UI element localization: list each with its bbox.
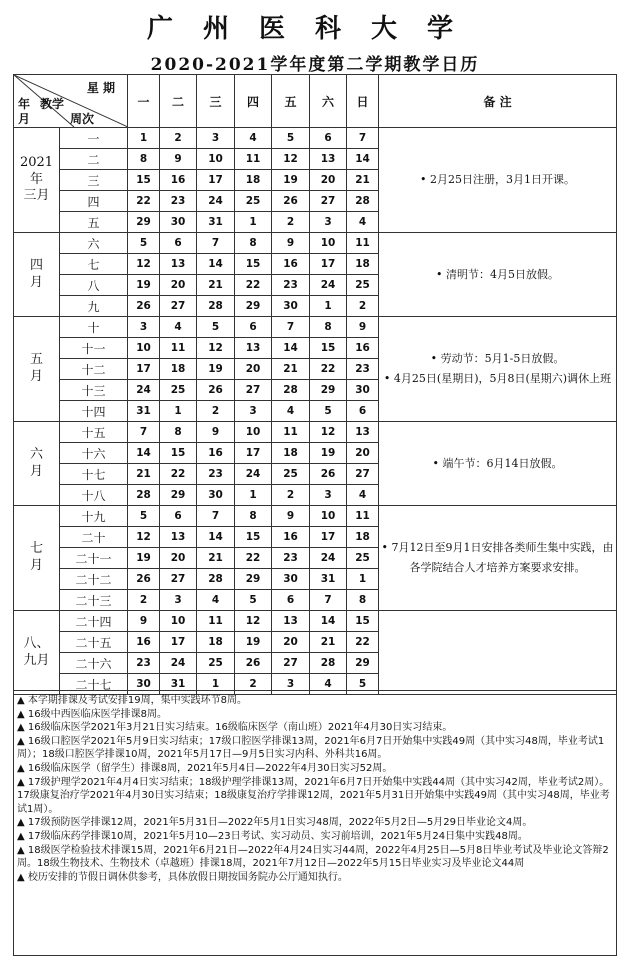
week-number: 二十五 <box>60 632 128 653</box>
date-cell: 5 <box>310 401 347 422</box>
remark-item: • 2月25日注册，3月1日开课。 <box>420 173 575 186</box>
date-cell: 22 <box>235 275 272 296</box>
date-cell: 16 <box>272 527 310 548</box>
date-cell: 2 <box>272 212 310 233</box>
date-cell: 5 <box>128 233 160 254</box>
date-cell: 17 <box>197 170 235 191</box>
date-cell: 15 <box>160 443 197 464</box>
date-cell: 1 <box>235 485 272 506</box>
day-header: 二 <box>160 75 197 128</box>
month-remarks <box>379 128 617 233</box>
date-cell: 24 <box>310 275 347 296</box>
date-cell: 1 <box>310 296 347 317</box>
date-cell: 24 <box>160 653 197 674</box>
week-row <box>14 611 617 632</box>
date-cell: 8 <box>310 317 347 338</box>
date-cell: 14 <box>197 254 235 275</box>
date-cell: 27 <box>347 464 379 485</box>
date-cell: 13 <box>160 254 197 275</box>
date-cell: 15 <box>128 170 160 191</box>
corner-label-week: 星 期 <box>86 81 115 95</box>
date-cell: 8 <box>235 506 272 527</box>
date-cell: 30 <box>347 380 379 401</box>
date-cell: 8 <box>128 149 160 170</box>
date-cell: 2 <box>272 485 310 506</box>
month-remarks <box>379 611 617 695</box>
month-label-line: 三月 <box>23 188 50 204</box>
date-cell: 26 <box>272 191 310 212</box>
date-cell: 31 <box>160 674 197 695</box>
date-cell: 10 <box>310 506 347 527</box>
date-cell: 30 <box>160 212 197 233</box>
date-cell: 28 <box>272 380 310 401</box>
date-cell: 13 <box>347 422 379 443</box>
date-cell: 1 <box>235 212 272 233</box>
date-cell: 12 <box>310 422 347 443</box>
date-cell: 15 <box>235 254 272 275</box>
calendar-table <box>13 74 617 695</box>
date-cell: 2 <box>128 590 160 611</box>
week-number: 一 <box>60 128 128 149</box>
date-cell: 9 <box>128 611 160 632</box>
date-cell: 27 <box>160 569 197 590</box>
date-cell: 3 <box>235 401 272 422</box>
date-cell: 29 <box>347 653 379 674</box>
date-cell: 17 <box>235 443 272 464</box>
date-cell: 10 <box>197 149 235 170</box>
date-cell: 30 <box>197 485 235 506</box>
week-number: 十五 <box>60 422 128 443</box>
date-cell: 11 <box>235 149 272 170</box>
date-cell: 26 <box>197 380 235 401</box>
remark-item: • 清明节：4月5日放假。 <box>436 267 559 281</box>
date-cell: 9 <box>160 149 197 170</box>
date-cell: 15 <box>310 338 347 359</box>
date-cell: 23 <box>128 653 160 674</box>
date-cell: 7 <box>347 128 379 149</box>
date-cell: 2 <box>160 128 197 149</box>
date-cell: 9 <box>347 317 379 338</box>
date-cell: 14 <box>128 443 160 464</box>
date-cell: 12 <box>235 611 272 632</box>
date-cell: 28 <box>197 296 235 317</box>
date-cell: 22 <box>128 191 160 212</box>
week-number: 二十二 <box>60 569 128 590</box>
date-cell: 25 <box>197 653 235 674</box>
date-cell: 11 <box>272 422 310 443</box>
month-label <box>14 128 60 233</box>
calendar-body <box>14 128 617 695</box>
date-cell: 1 <box>347 569 379 590</box>
week-number: 十三 <box>60 380 128 401</box>
week-number: 二十六 <box>60 653 128 674</box>
date-cell: 22 <box>235 548 272 569</box>
date-cell: 31 <box>197 212 235 233</box>
date-cell: 25 <box>272 464 310 485</box>
date-cell: 4 <box>197 590 235 611</box>
week-number: 十二 <box>60 359 128 380</box>
date-cell: 18 <box>272 443 310 464</box>
date-cell: 7 <box>310 590 347 611</box>
month-label <box>14 317 60 422</box>
date-cell: 27 <box>310 191 347 212</box>
month-label-line: 月 <box>29 558 43 573</box>
date-cell: 11 <box>347 233 379 254</box>
month-label-line: 六 <box>29 446 43 462</box>
date-cell: 28 <box>310 653 347 674</box>
date-cell: 8 <box>347 590 379 611</box>
date-cell: 3 <box>128 317 160 338</box>
month-remarks <box>379 422 617 506</box>
date-cell: 25 <box>347 548 379 569</box>
date-cell: 5 <box>347 674 379 695</box>
date-cell: 20 <box>160 548 197 569</box>
date-cell: 26 <box>235 653 272 674</box>
date-cell: 10 <box>310 233 347 254</box>
month-label <box>14 233 60 317</box>
date-cell: 21 <box>128 464 160 485</box>
date-cell: 4 <box>310 674 347 695</box>
date-cell: 25 <box>347 275 379 296</box>
corner-label-teaching: 教学 <box>40 97 65 111</box>
date-cell: 16 <box>347 338 379 359</box>
week-number: 二 <box>60 149 128 170</box>
date-cell: 16 <box>197 443 235 464</box>
date-cell: 24 <box>235 464 272 485</box>
date-cell: 27 <box>235 380 272 401</box>
date-cell: 24 <box>128 380 160 401</box>
footnote-item: ▲ 16级临床医学（留学生）排课8周，2021年5月4日—2022年4月30日实习52周。 <box>17 762 393 774</box>
date-cell: 21 <box>197 548 235 569</box>
date-cell: 3 <box>160 590 197 611</box>
footnote-item: ▲ 16级口腔医学2021年5月9日实习结束；17级口腔医学排课13周，2021年6月7日开始集中实践49周（其中实习48周，毕业考试1周）；18级口腔医学排课10周，2021年5月17日—9月5日实习内科、外科共16周。 <box>17 735 605 761</box>
date-cell: 12 <box>128 527 160 548</box>
date-cell: 5 <box>128 506 160 527</box>
date-cell: 3 <box>310 212 347 233</box>
date-cell: 22 <box>310 359 347 380</box>
date-cell: 18 <box>235 170 272 191</box>
date-cell: 4 <box>272 401 310 422</box>
footnote-item: ▲ 本学期排课及考试安排19周，集中实践环节8周。 <box>17 695 247 706</box>
date-cell: 12 <box>197 338 235 359</box>
date-cell: 4 <box>160 317 197 338</box>
week-number: 五 <box>60 212 128 233</box>
date-cell: 6 <box>160 233 197 254</box>
week-number: 二十一 <box>60 548 128 569</box>
date-cell: 17 <box>310 527 347 548</box>
date-cell: 23 <box>272 275 310 296</box>
week-number: 十七 <box>60 464 128 485</box>
date-cell: 16 <box>272 254 310 275</box>
date-cell: 13 <box>310 149 347 170</box>
date-cell: 23 <box>197 464 235 485</box>
date-cell: 1 <box>197 674 235 695</box>
date-cell: 17 <box>310 254 347 275</box>
date-cell: 20 <box>347 443 379 464</box>
date-cell: 24 <box>197 191 235 212</box>
month-label <box>14 422 60 506</box>
date-cell: 2 <box>347 296 379 317</box>
corner-label-weekno: 周次 <box>70 112 95 126</box>
month-label-line: 七 <box>29 541 43 557</box>
date-cell: 6 <box>160 506 197 527</box>
footnote-item: ▲ 16级中西医临床医学排课8周。 <box>17 708 167 720</box>
date-cell: 28 <box>347 191 379 212</box>
date-cell: 11 <box>197 611 235 632</box>
day-header: 一 <box>128 75 160 128</box>
date-cell: 20 <box>310 170 347 191</box>
date-cell: 30 <box>128 674 160 695</box>
week-number: 九 <box>60 296 128 317</box>
date-cell: 1 <box>128 128 160 149</box>
date-cell: 31 <box>128 401 160 422</box>
month-remarks <box>379 317 617 422</box>
month-label-line: 2021年 <box>19 154 54 187</box>
date-cell: 31 <box>310 569 347 590</box>
remarks-header: 备 注 <box>379 75 617 128</box>
month-label-line: 月 <box>29 463 43 479</box>
date-cell: 13 <box>272 611 310 632</box>
date-cell: 7 <box>128 422 160 443</box>
week-number: 十四 <box>60 401 128 422</box>
date-cell: 23 <box>347 359 379 380</box>
date-cell: 15 <box>235 527 272 548</box>
date-cell: 21 <box>310 632 347 653</box>
week-number: 八 <box>60 275 128 296</box>
week-row <box>14 128 617 149</box>
footnote-item: ▲ 17级临床药学排课10周，2021年5月10—23日考试、实习动员、实习前培训，2021年5月24日集中实践48周。 <box>17 830 528 842</box>
week-row <box>14 317 617 338</box>
date-cell: 29 <box>160 485 197 506</box>
week-number: 四 <box>60 191 128 212</box>
month-label-line: 四 <box>29 257 43 273</box>
date-cell: 21 <box>272 359 310 380</box>
date-cell: 28 <box>197 569 235 590</box>
date-cell: 20 <box>272 632 310 653</box>
week-number: 三 <box>60 170 128 191</box>
date-cell: 3 <box>310 485 347 506</box>
date-cell: 25 <box>235 191 272 212</box>
month-label-line: 月 <box>29 274 43 290</box>
date-cell: 1 <box>160 401 197 422</box>
date-cell: 20 <box>160 275 197 296</box>
month-label <box>14 611 60 695</box>
date-cell: 18 <box>197 632 235 653</box>
date-cell: 9 <box>272 233 310 254</box>
date-cell: 18 <box>160 359 197 380</box>
week-number: 二十 <box>60 527 128 548</box>
date-cell: 2 <box>235 674 272 695</box>
date-cell: 3 <box>197 128 235 149</box>
date-cell: 12 <box>128 254 160 275</box>
date-cell: 14 <box>347 149 379 170</box>
table-corner-header <box>14 75 128 128</box>
date-cell: 10 <box>235 422 272 443</box>
date-cell: 18 <box>347 527 379 548</box>
day-header: 三 <box>197 75 235 128</box>
date-cell: 22 <box>160 464 197 485</box>
footnote-item: ▲ 校历安排的节假日调休供参考，具体放假日期按国务院办公厅通知执行。 <box>17 871 348 883</box>
date-cell: 19 <box>272 170 310 191</box>
week-row <box>14 506 617 527</box>
date-cell: 19 <box>310 443 347 464</box>
remark-item: • 7月12日至9月1日安排各类师生集中实践，由各学院结合人才培养方案要求安排。 <box>381 541 614 574</box>
date-cell: 6 <box>235 317 272 338</box>
date-cell: 5 <box>272 128 310 149</box>
week-number: 二十四 <box>60 611 128 632</box>
date-cell: 6 <box>272 590 310 611</box>
date-cell: 8 <box>235 233 272 254</box>
date-cell: 7 <box>272 317 310 338</box>
week-number: 十一 <box>60 338 128 359</box>
week-number: 二十三 <box>60 590 128 611</box>
week-row <box>14 233 617 254</box>
date-cell: 11 <box>347 506 379 527</box>
date-cell: 19 <box>128 548 160 569</box>
date-cell: 5 <box>235 590 272 611</box>
week-number: 十六 <box>60 443 128 464</box>
week-number: 二十七 <box>60 674 128 695</box>
date-cell: 10 <box>128 338 160 359</box>
date-cell: 21 <box>347 170 379 191</box>
month-remarks <box>379 233 617 317</box>
date-cell: 24 <box>310 548 347 569</box>
day-header: 日 <box>347 75 379 128</box>
date-cell: 7 <box>197 233 235 254</box>
week-number: 十 <box>60 317 128 338</box>
date-cell: 21 <box>197 275 235 296</box>
date-cell: 22 <box>347 632 379 653</box>
date-cell: 19 <box>128 275 160 296</box>
day-header: 五 <box>272 75 310 128</box>
date-cell: 4 <box>235 128 272 149</box>
date-cell: 6 <box>310 128 347 149</box>
footnote-item: ▲ 18级医学检验技术排课15周，2021年6月21日—2022年4月24日实习44周，2022年4月25日—5月8日毕业考试及毕业论文答辩2周。18级生物技术、生物技术（卓越班）排课18周，2021年7月12日—2022年5月15日毕业实习及毕业论文44周 <box>17 844 609 870</box>
date-cell: 17 <box>160 632 197 653</box>
week-number: 六 <box>60 233 128 254</box>
date-cell: 29 <box>128 212 160 233</box>
week-number: 七 <box>60 254 128 275</box>
date-cell: 25 <box>160 380 197 401</box>
page-title: 广州医科大学 <box>146 14 483 44</box>
month-label-line: 五 <box>29 352 43 368</box>
date-cell: 19 <box>235 632 272 653</box>
footnote-item: ▲ 17级预防医学排课12周，2021年5月31日—2022年5月1日实习48周，2022年5月2日—5月29日毕业论文4周。 <box>17 817 533 829</box>
footnote-item: ▲ 17级护理学2021年4月4日实习结束；18级护理学排课13周，2021年6月7日开始集中实践44周（其中实习42周，毕业考试2周）。17级康复治疗学2021年4月30日实习结束；18级康复治疗学排课12周，2021年5月31日开始集中实践49周（其中实习48周，毕业考试1周）。 <box>17 776 610 815</box>
date-cell: 18 <box>347 254 379 275</box>
date-cell: 10 <box>160 611 197 632</box>
date-cell: 26 <box>128 296 160 317</box>
corner-label-year: 年 <box>18 97 31 111</box>
date-cell: 15 <box>347 611 379 632</box>
date-cell: 29 <box>235 569 272 590</box>
date-cell: 8 <box>160 422 197 443</box>
date-cell: 13 <box>235 338 272 359</box>
date-cell: 12 <box>272 149 310 170</box>
date-cell: 27 <box>160 296 197 317</box>
remark-item: • 劳动节：5月1-5日放假。 <box>430 352 565 365</box>
month-label-line: 八、 <box>23 635 50 651</box>
date-cell: 5 <box>197 317 235 338</box>
date-cell: 4 <box>347 485 379 506</box>
week-number: 十八 <box>60 485 128 506</box>
date-cell: 4 <box>347 212 379 233</box>
corner-label-month: 月 <box>18 112 31 126</box>
month-label-line: 月 <box>29 369 43 384</box>
day-header: 四 <box>235 75 272 128</box>
date-cell: 9 <box>197 422 235 443</box>
date-cell: 20 <box>235 359 272 380</box>
month-label-line: 九月 <box>23 652 50 668</box>
date-cell: 13 <box>160 527 197 548</box>
date-cell: 2 <box>197 401 235 422</box>
date-cell: 28 <box>128 485 160 506</box>
date-cell: 7 <box>197 506 235 527</box>
date-cell: 14 <box>197 527 235 548</box>
date-cell: 3 <box>272 674 310 695</box>
date-cell: 14 <box>272 338 310 359</box>
date-cell: 6 <box>347 401 379 422</box>
month-remarks <box>379 506 617 611</box>
date-cell: 26 <box>310 464 347 485</box>
date-cell: 19 <box>197 359 235 380</box>
date-cell: 29 <box>310 380 347 401</box>
footnotes-block <box>13 690 617 956</box>
date-cell: 27 <box>272 653 310 674</box>
date-cell: 14 <box>310 611 347 632</box>
week-number: 十九 <box>60 506 128 527</box>
month-label <box>14 506 60 611</box>
week-row <box>14 422 617 443</box>
date-cell: 30 <box>272 569 310 590</box>
date-cell: 23 <box>272 548 310 569</box>
date-cell: 30 <box>272 296 310 317</box>
day-header: 六 <box>310 75 347 128</box>
date-cell: 11 <box>160 338 197 359</box>
date-cell: 16 <box>128 632 160 653</box>
remark-item: • 4月25日(星期日)，5月8日(星期六)调休上班 <box>383 372 612 385</box>
footnote-item: ▲ 16级临床医学2021年3月21日实习结束。16级临床医学（南山班）2021年4月30日实习结束。 <box>17 722 453 734</box>
page-subtitle: 2020-2021学年度第二学期教学日历 <box>150 55 480 75</box>
date-cell: 17 <box>128 359 160 380</box>
date-cell: 29 <box>235 296 272 317</box>
date-cell: 16 <box>160 170 197 191</box>
date-cell: 9 <box>272 506 310 527</box>
date-cell: 26 <box>128 569 160 590</box>
date-cell: 23 <box>160 191 197 212</box>
remark-item: • 端午节：6月14日放假。 <box>432 456 563 470</box>
